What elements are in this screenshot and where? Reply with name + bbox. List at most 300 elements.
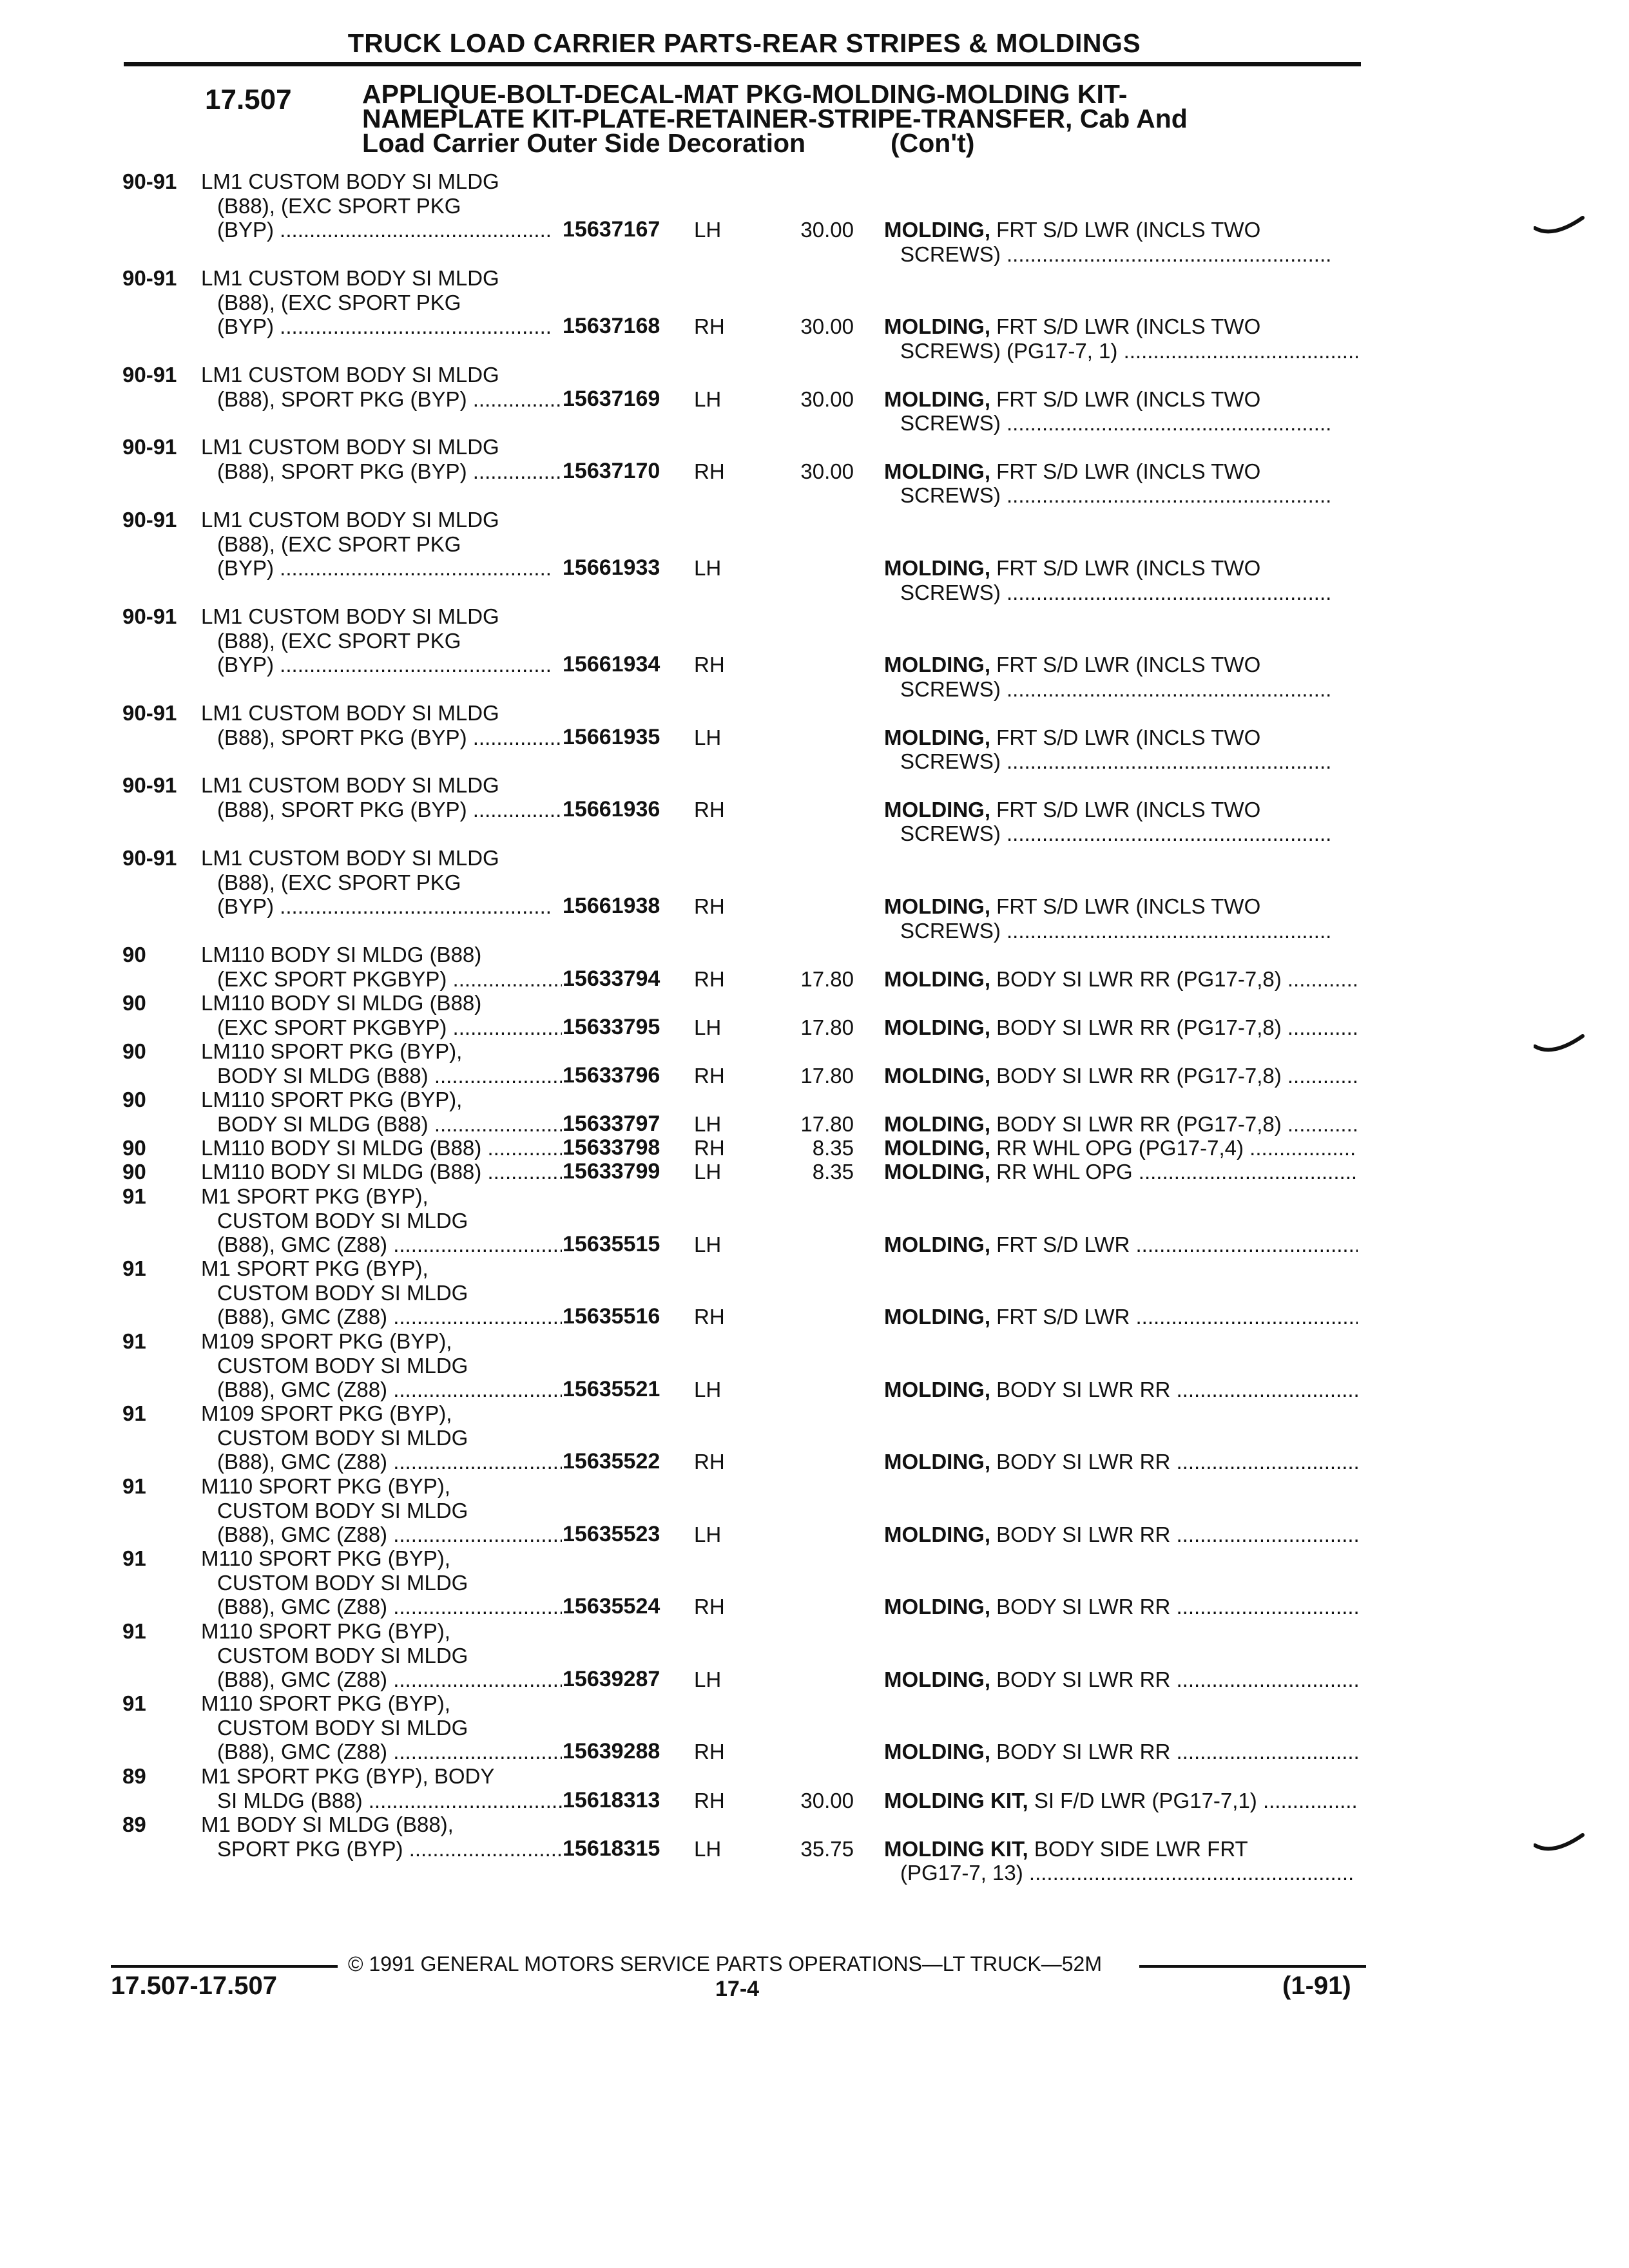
part-description bbox=[884, 1450, 1358, 1474]
description-line: SCREWS) ..... bbox=[884, 411, 1358, 436]
model-year: 91 bbox=[122, 1691, 146, 1715]
footer-page-number: 17-4 bbox=[715, 1977, 760, 2001]
model-year: 90-91 bbox=[122, 701, 177, 725]
side-code: RH bbox=[694, 1740, 725, 1763]
model-line: CUSTOM BODY SI MLDG bbox=[217, 1425, 468, 1450]
model-year: 90 bbox=[122, 991, 146, 1015]
description-line: SCREWS) (PG17-7, 1) ..... bbox=[884, 339, 1358, 363]
description-text: BODY SI LWR RR (PG17-7,8) bbox=[996, 1015, 1282, 1039]
model-year: 90-91 bbox=[122, 508, 177, 532]
model-line: (BYP) ..... bbox=[201, 653, 562, 677]
footer-rule-right bbox=[1139, 1965, 1366, 1968]
part-number: 15633799 bbox=[563, 1159, 660, 1184]
model-line: (B88), GMC (Z88) ..... bbox=[201, 1595, 562, 1619]
footer-rule-left bbox=[111, 1965, 338, 1968]
model-line: (B88), GMC (Z88) ..... bbox=[201, 1450, 562, 1474]
part-name: MOLDING, bbox=[884, 1015, 990, 1039]
part-number: 15618313 bbox=[563, 1787, 660, 1812]
part-name: MOLDING, bbox=[884, 1740, 990, 1763]
part-number: 15635524 bbox=[563, 1594, 660, 1619]
description-line bbox=[884, 1160, 1358, 1184]
model-year: 89 bbox=[122, 1764, 146, 1788]
model-year: 91 bbox=[122, 1329, 146, 1353]
side-code: RH bbox=[694, 1305, 725, 1329]
part-description bbox=[884, 1136, 1358, 1160]
model-line: LM1 CUSTOM BODY SI MLDG bbox=[201, 773, 499, 797]
description-text: BODY SI LWR RR (PG17-7,8) bbox=[996, 1063, 1282, 1088]
model-year: 90-91 bbox=[122, 266, 177, 290]
part-price: 8.35 bbox=[812, 1136, 854, 1160]
part-description bbox=[884, 1112, 1358, 1137]
model-line: (B88), GMC (Z88) ..... bbox=[201, 1305, 562, 1329]
section-title-line: APPLIQUE-BOLT-DECAL-MAT PKG-MOLDING-MOLDING KIT- bbox=[362, 79, 1128, 109]
part-description bbox=[884, 556, 1358, 604]
part-description bbox=[884, 459, 1358, 508]
model-line: LM1 CUSTOM BODY SI MLDG bbox=[201, 701, 499, 725]
part-number: 15633798 bbox=[563, 1135, 660, 1160]
model-line: M1 SPORT PKG (BYP), bbox=[201, 1256, 429, 1280]
side-code: LH bbox=[694, 1111, 722, 1136]
check-mark-icon bbox=[1534, 1830, 1585, 1856]
model-year: 90 bbox=[122, 1136, 146, 1160]
model-line: CUSTOM BODY SI MLDG bbox=[217, 1715, 468, 1740]
model-description bbox=[201, 701, 562, 749]
side-code: LH bbox=[694, 556, 722, 580]
part-description bbox=[884, 967, 1358, 992]
part-number: 15637170 bbox=[563, 458, 660, 483]
description-text: FRT S/D LWR bbox=[996, 1233, 1130, 1256]
model-line: CUSTOM BODY SI MLDG bbox=[217, 1353, 468, 1378]
model-line: LM1 CUSTOM BODY SI MLDG bbox=[201, 435, 499, 459]
description-text: BODY SI LWR RR bbox=[996, 1523, 1171, 1546]
part-number: 15639288 bbox=[563, 1739, 660, 1763]
part-price: 30.00 bbox=[800, 314, 854, 338]
part-number: 15637168 bbox=[563, 314, 660, 338]
model-line: LM110 BODY SI MLDG (B88) bbox=[201, 991, 482, 1015]
model-year: 89 bbox=[122, 1812, 146, 1836]
model-line: (B88), SPORT PKG (BYP) ..... bbox=[201, 798, 562, 822]
part-description bbox=[884, 314, 1358, 363]
description-text: BODY SI LWR RR (PG17-7,8) bbox=[996, 966, 1282, 991]
part-description bbox=[884, 1523, 1358, 1547]
model-year: 90-91 bbox=[122, 435, 177, 459]
description-line bbox=[884, 459, 1358, 484]
part-number: 15635521 bbox=[563, 1377, 660, 1401]
description-line bbox=[884, 1112, 1358, 1137]
side-code: RH bbox=[694, 1063, 725, 1088]
part-number: 15635516 bbox=[563, 1304, 660, 1329]
model-description bbox=[201, 1546, 562, 1619]
model-line: LM110 SPORT PKG (BYP), bbox=[201, 1039, 463, 1063]
part-number: 15661934 bbox=[563, 652, 660, 677]
part-name: MOLDING, bbox=[884, 894, 990, 918]
description-line bbox=[884, 1064, 1358, 1088]
model-description bbox=[201, 363, 562, 411]
part-description bbox=[884, 218, 1358, 266]
part-number: 15633796 bbox=[563, 1062, 660, 1088]
part-description bbox=[884, 1064, 1358, 1088]
description-line: SCREWS) ..... bbox=[884, 919, 1358, 943]
model-year: 91 bbox=[122, 1619, 146, 1643]
model-line: LM110 BODY SI MLDG (B88) ..... bbox=[201, 1160, 562, 1184]
side-code: RH bbox=[694, 653, 725, 677]
model-description bbox=[201, 266, 562, 339]
description-text: RR WHL OPG bbox=[996, 1160, 1133, 1184]
model-description bbox=[201, 169, 562, 242]
description-text: FRT S/D LWR (INCLS TWO bbox=[996, 653, 1261, 677]
header-rule bbox=[124, 62, 1361, 66]
side-code: RH bbox=[694, 1595, 725, 1619]
part-number: 15637169 bbox=[563, 386, 660, 411]
part-name: MOLDING, bbox=[884, 1378, 990, 1401]
part-description bbox=[884, 1789, 1358, 1813]
description-line bbox=[884, 1305, 1358, 1329]
side-code: RH bbox=[694, 1136, 725, 1160]
part-number: 15635522 bbox=[563, 1449, 660, 1474]
model-year: 90-91 bbox=[122, 363, 177, 387]
part-description bbox=[884, 726, 1358, 774]
description-line bbox=[884, 1523, 1358, 1547]
model-line: (BYP) ..... bbox=[201, 314, 562, 339]
model-line: M110 SPORT PKG (BYP), bbox=[201, 1546, 450, 1570]
description-line: SCREWS) ..... bbox=[884, 483, 1358, 508]
part-description bbox=[884, 1595, 1358, 1619]
part-price: 17.80 bbox=[800, 966, 854, 991]
part-name: MOLDING, bbox=[884, 314, 990, 338]
description-line bbox=[884, 1378, 1358, 1402]
part-name: MOLDING, bbox=[884, 1523, 990, 1546]
part-price: 30.00 bbox=[800, 387, 854, 411]
part-number: 15633795 bbox=[563, 1014, 660, 1039]
part-description bbox=[884, 1667, 1358, 1692]
part-name: MOLDING, bbox=[884, 1233, 990, 1256]
model-line: (BYP) ..... bbox=[201, 218, 562, 242]
section-title-line: Load Carrier Outer Side Decoration bbox=[362, 128, 806, 158]
description-text: FRT S/D LWR (INCLS TWO bbox=[996, 725, 1261, 749]
part-name: MOLDING, bbox=[884, 1667, 990, 1691]
description-line bbox=[884, 556, 1358, 581]
model-year: 90 bbox=[122, 1160, 146, 1184]
part-number: 15618315 bbox=[563, 1836, 660, 1861]
part-name: MOLDING, bbox=[884, 556, 990, 580]
side-code: RH bbox=[694, 966, 725, 991]
check-mark-icon bbox=[1534, 213, 1585, 238]
model-line: (BYP) ..... bbox=[201, 556, 562, 581]
model-line: LM1 CUSTOM BODY SI MLDG bbox=[201, 604, 499, 628]
part-name: MOLDING, bbox=[884, 1111, 990, 1136]
model-line: (B88), GMC (Z88) ..... bbox=[201, 1378, 562, 1402]
model-year: 90-91 bbox=[122, 604, 177, 628]
description-line: SCREWS) ..... bbox=[884, 242, 1358, 267]
model-line: (B88), SPORT PKG (BYP) ..... bbox=[201, 387, 562, 412]
model-line: LM1 CUSTOM BODY SI MLDG bbox=[201, 363, 499, 387]
model-line: M1 BODY SI MLDG (B88), bbox=[201, 1812, 454, 1836]
part-number: 15661938 bbox=[563, 894, 660, 918]
part-name: MOLDING, bbox=[884, 725, 990, 749]
description-line: SCREWS) ..... bbox=[884, 822, 1358, 846]
model-year: 91 bbox=[122, 1256, 146, 1280]
model-line: (B88), GMC (Z88) ..... bbox=[201, 1523, 562, 1547]
part-name: MOLDING, bbox=[884, 1595, 990, 1619]
model-description bbox=[201, 1329, 562, 1402]
side-code: LH bbox=[694, 387, 722, 411]
description-text: FRT S/D LWR (INCLS TWO bbox=[996, 556, 1261, 580]
section-continued: (Con't) bbox=[891, 128, 975, 158]
model-line: BODY SI MLDG (B88) ..... bbox=[201, 1064, 562, 1088]
model-line: (B88), (EXC SPORT PKG bbox=[217, 532, 461, 556]
part-price: 35.75 bbox=[800, 1836, 854, 1861]
model-year: 90-91 bbox=[122, 169, 177, 193]
model-line: CUSTOM BODY SI MLDG bbox=[217, 1570, 468, 1595]
model-description bbox=[201, 943, 562, 991]
description-line bbox=[884, 1667, 1358, 1692]
model-description bbox=[201, 1160, 562, 1184]
part-price: 17.80 bbox=[800, 1063, 854, 1088]
model-year: 91 bbox=[122, 1401, 146, 1425]
description-line bbox=[884, 894, 1358, 919]
side-code: RH bbox=[694, 1788, 725, 1812]
model-line: SI MLDG (B88) ..... bbox=[201, 1789, 562, 1813]
description-line bbox=[884, 653, 1358, 677]
model-description bbox=[201, 991, 562, 1039]
model-line: LM1 CUSTOM BODY SI MLDG bbox=[201, 508, 499, 532]
section-title-line: NAMEPLATE KIT-PLATE-RETAINER-STRIPE-TRANSFER, Cab And bbox=[362, 104, 1188, 133]
side-code: LH bbox=[694, 1667, 722, 1691]
description-line: (PG17-7, 13) ..... bbox=[884, 1861, 1358, 1885]
description-line bbox=[884, 1837, 1358, 1861]
description-text: FRT S/D LWR (INCLS TWO bbox=[996, 314, 1261, 338]
model-line: M109 SPORT PKG (BYP), bbox=[201, 1329, 452, 1353]
section-number: 17.507 bbox=[205, 84, 292, 115]
side-code: RH bbox=[694, 894, 725, 918]
part-name: MOLDING, bbox=[884, 1450, 990, 1474]
model-line: (B88), GMC (Z88) ..... bbox=[201, 1233, 562, 1257]
part-description bbox=[884, 1378, 1358, 1402]
part-number: 15633797 bbox=[563, 1111, 660, 1136]
part-number: 15637167 bbox=[563, 217, 660, 242]
model-line: (B88), SPORT PKG (BYP) ..... bbox=[201, 459, 562, 484]
section-title bbox=[362, 79, 1316, 158]
model-year: 91 bbox=[122, 1184, 146, 1208]
description-line bbox=[884, 1015, 1358, 1040]
part-name: MOLDING KIT, bbox=[884, 1788, 1028, 1812]
part-description bbox=[884, 653, 1358, 701]
model-description bbox=[201, 1088, 562, 1136]
model-line: M110 SPORT PKG (BYP), bbox=[201, 1474, 450, 1498]
side-code: RH bbox=[694, 797, 725, 822]
model-line: CUSTOM BODY SI MLDG bbox=[217, 1280, 468, 1305]
side-code: LH bbox=[694, 1015, 722, 1039]
page-header-title: TRUCK LOAD CARRIER PARTS-REAR STRIPES & MOLDINGS bbox=[347, 28, 1141, 58]
part-number: 15633794 bbox=[563, 966, 660, 991]
description-text: SI F/D LWR (PG17-7,1) bbox=[1034, 1788, 1257, 1812]
part-description bbox=[884, 1233, 1358, 1257]
model-line: (EXC SPORT PKGBYP) ..... bbox=[201, 967, 562, 992]
part-number: 15661936 bbox=[563, 796, 660, 822]
model-line: LM110 BODY SI MLDG (B88) bbox=[201, 943, 482, 966]
part-price: 30.00 bbox=[800, 1788, 854, 1812]
side-code: LH bbox=[694, 725, 722, 749]
side-code: LH bbox=[694, 1523, 722, 1546]
side-code: LH bbox=[694, 1378, 722, 1401]
model-year: 90-91 bbox=[122, 773, 177, 797]
description-line bbox=[884, 1450, 1358, 1474]
part-number: 15635515 bbox=[563, 1232, 660, 1256]
part-price: 17.80 bbox=[800, 1111, 854, 1136]
part-number: 15661933 bbox=[563, 555, 660, 580]
model-line: (BYP) ..... bbox=[201, 894, 562, 919]
side-code: RH bbox=[694, 1450, 725, 1474]
part-description bbox=[884, 1837, 1358, 1885]
footer-date: (1-91) bbox=[1282, 1972, 1351, 2000]
part-name: MOLDING, bbox=[884, 459, 990, 483]
description-line bbox=[884, 1595, 1358, 1619]
description-text: FRT S/D LWR bbox=[996, 1305, 1130, 1329]
model-line: M110 SPORT PKG (BYP), bbox=[201, 1691, 450, 1715]
part-price: 17.80 bbox=[800, 1015, 854, 1039]
model-line: CUSTOM BODY SI MLDG bbox=[217, 1498, 468, 1523]
model-description bbox=[201, 1619, 562, 1692]
model-description bbox=[201, 1764, 562, 1812]
description-line bbox=[884, 1136, 1358, 1160]
description-line: SCREWS) ..... bbox=[884, 749, 1358, 774]
description-text: FRT S/D LWR (INCLS TWO bbox=[996, 459, 1261, 483]
model-line: CUSTOM BODY SI MLDG bbox=[217, 1208, 468, 1233]
description-text: FRT S/D LWR (INCLS TWO bbox=[996, 387, 1261, 411]
model-line: BODY SI MLDG (B88) ..... bbox=[201, 1112, 562, 1137]
model-line: LM1 CUSTOM BODY SI MLDG bbox=[201, 169, 499, 193]
description-text: RR WHL OPG (PG17-7,4) bbox=[996, 1136, 1244, 1160]
description-text: BODY SIDE LWR FRT bbox=[1034, 1836, 1248, 1861]
part-number: 15635523 bbox=[563, 1522, 660, 1546]
part-description bbox=[884, 1160, 1358, 1184]
description-line bbox=[884, 218, 1358, 242]
side-code: LH bbox=[694, 218, 722, 242]
part-name: MOLDING, bbox=[884, 1063, 990, 1088]
model-description bbox=[201, 846, 562, 919]
model-line: CUSTOM BODY SI MLDG bbox=[217, 1643, 468, 1667]
model-year: 90 bbox=[122, 943, 146, 966]
part-name: MOLDING, bbox=[884, 1160, 990, 1184]
model-line: (B88), GMC (Z88) ..... bbox=[201, 1740, 562, 1764]
model-line: SPORT PKG (BYP) ..... bbox=[201, 1837, 562, 1861]
model-year: 91 bbox=[122, 1546, 146, 1570]
description-text: BODY SI LWR RR bbox=[996, 1450, 1171, 1474]
model-line: LM1 CUSTOM BODY SI MLDG bbox=[201, 846, 499, 870]
model-line: (B88), (EXC SPORT PKG bbox=[217, 193, 461, 218]
model-description bbox=[201, 1401, 562, 1474]
model-line: (EXC SPORT PKGBYP) ..... bbox=[201, 1015, 562, 1040]
model-year: 91 bbox=[122, 1474, 146, 1498]
part-name: MOLDING KIT, bbox=[884, 1836, 1028, 1861]
part-number: 15661935 bbox=[563, 724, 660, 749]
part-name: MOLDING, bbox=[884, 218, 990, 242]
description-text: BODY SI LWR RR bbox=[996, 1740, 1171, 1763]
description-line bbox=[884, 726, 1358, 750]
model-year: 90 bbox=[122, 1088, 146, 1111]
description-line bbox=[884, 387, 1358, 412]
part-name: MOLDING, bbox=[884, 653, 990, 677]
description-text: FRT S/D LWR (INCLS TWO bbox=[996, 894, 1261, 918]
part-name: MOLDING, bbox=[884, 1305, 990, 1329]
model-line: (B88), (EXC SPORT PKG bbox=[217, 290, 461, 314]
model-description bbox=[201, 1691, 562, 1764]
model-line: M1 SPORT PKG (BYP), bbox=[201, 1184, 429, 1208]
model-description bbox=[201, 508, 562, 581]
side-code: RH bbox=[694, 459, 725, 483]
model-description bbox=[201, 604, 562, 677]
description-line bbox=[884, 798, 1358, 822]
part-price: 8.35 bbox=[812, 1160, 854, 1184]
part-name: MOLDING, bbox=[884, 966, 990, 991]
model-description bbox=[201, 1039, 562, 1088]
description-text: BODY SI LWR RR (PG17-7,8) bbox=[996, 1111, 1282, 1136]
description-line bbox=[884, 314, 1358, 339]
model-line: LM1 CUSTOM BODY SI MLDG bbox=[201, 266, 499, 290]
side-code: LH bbox=[694, 1836, 722, 1861]
model-line: M110 SPORT PKG (BYP), bbox=[201, 1619, 450, 1643]
part-price: 30.00 bbox=[800, 218, 854, 242]
part-description bbox=[884, 1740, 1358, 1764]
model-description bbox=[201, 1184, 562, 1257]
side-code: LH bbox=[694, 1160, 722, 1184]
part-description bbox=[884, 798, 1358, 846]
model-description bbox=[201, 1474, 562, 1547]
footer-section-range: 17.507-17.507 bbox=[111, 1972, 278, 2000]
part-description bbox=[884, 1305, 1358, 1329]
part-description bbox=[884, 894, 1358, 943]
description-text: BODY SI LWR RR bbox=[996, 1667, 1171, 1691]
model-description bbox=[201, 1812, 562, 1861]
description-text: FRT S/D LWR (INCLS TWO bbox=[996, 797, 1261, 822]
model-line: LM110 SPORT PKG (BYP), bbox=[201, 1088, 463, 1111]
model-description bbox=[201, 1136, 562, 1160]
description-text: BODY SI LWR RR bbox=[996, 1595, 1171, 1619]
part-name: MOLDING, bbox=[884, 387, 990, 411]
model-line: M109 SPORT PKG (BYP), bbox=[201, 1401, 452, 1425]
model-line: (B88), SPORT PKG (BYP) ..... bbox=[201, 726, 562, 750]
check-mark-icon bbox=[1534, 1031, 1585, 1057]
part-name: MOLDING, bbox=[884, 797, 990, 822]
side-code: LH bbox=[694, 1233, 722, 1256]
part-name: MOLDING, bbox=[884, 1136, 990, 1160]
description-line bbox=[884, 1233, 1358, 1257]
description-line bbox=[884, 967, 1358, 992]
part-description bbox=[884, 1015, 1358, 1040]
part-number: 15639287 bbox=[563, 1667, 660, 1691]
side-code: RH bbox=[694, 314, 725, 338]
description-line: SCREWS) ..... bbox=[884, 677, 1358, 702]
model-line: (B88), (EXC SPORT PKG bbox=[217, 628, 461, 653]
description-text: BODY SI LWR RR bbox=[996, 1378, 1171, 1401]
description-line: SCREWS) ..... bbox=[884, 581, 1358, 605]
model-line: M1 SPORT PKG (BYP), BODY bbox=[201, 1764, 495, 1788]
model-description bbox=[201, 1256, 562, 1329]
part-price: 30.00 bbox=[800, 459, 854, 483]
model-year: 90-91 bbox=[122, 846, 177, 870]
model-line: (B88), (EXC SPORT PKG bbox=[217, 870, 461, 894]
description-line bbox=[884, 1789, 1358, 1813]
model-year: 90 bbox=[122, 1039, 146, 1063]
footer-copyright: © 1991 GENERAL MOTORS SERVICE PARTS OPERATIONS—LT TRUCK—52M bbox=[348, 1952, 1102, 1975]
description-line bbox=[884, 1740, 1358, 1764]
model-line: LM110 BODY SI MLDG (B88) ..... bbox=[201, 1136, 562, 1160]
model-line: (B88), GMC (Z88) ..... bbox=[201, 1667, 562, 1692]
model-description bbox=[201, 435, 562, 483]
model-description bbox=[201, 773, 562, 822]
part-description bbox=[884, 387, 1358, 436]
description-text: FRT S/D LWR (INCLS TWO bbox=[996, 218, 1261, 242]
